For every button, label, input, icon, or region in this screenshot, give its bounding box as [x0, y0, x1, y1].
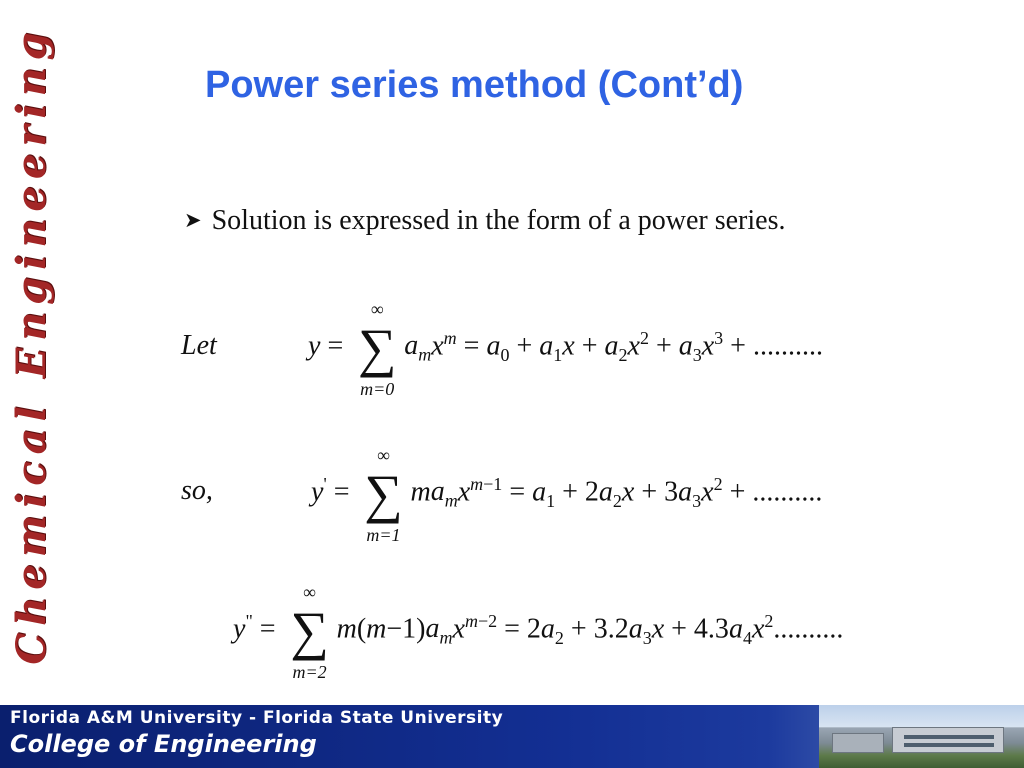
equation-3: y" = ∞ ∑ m=2 $m(m-1)a_mx^{m-2} = 2a_2 + 3.2a_3x + 4.3a_4x^2$.......... — [233, 582, 844, 682]
equation-1: y = ∞ ∑ m=0 $a_mx^m = a_0 + a_1x + a_2x^2 + a_3x^3$ + .......... — [308, 299, 823, 399]
footer-university: Florida A&M University - Florida State University — [10, 708, 504, 728]
building-shape-small — [832, 733, 884, 753]
building-windows-row — [904, 743, 994, 747]
summation-1: ∞ ∑ m=0 — [357, 299, 397, 399]
summation-2: ∞ ∑ m=1 — [364, 445, 403, 545]
bullet-text: Solution is expressed in the form of a power series. — [211, 205, 786, 236]
footer-banner — [0, 705, 1024, 768]
eq2-label: so, — [181, 475, 213, 506]
footer-college: College of Engineering — [10, 730, 317, 758]
bullet-point — [184, 205, 786, 237]
building-windows-row — [904, 735, 994, 739]
slide-title: Power series method (Cont’d) — [205, 64, 744, 106]
side-banner-text: Chemical Engineering — [8, 25, 55, 665]
equation-2: y' = ∞ ∑ m=1 $ma_mx^{m-1} = a_1 + 2a_2x + 3a_3x^2$ + .......... — [311, 445, 823, 545]
building-shape-large — [892, 727, 1004, 753]
arrow-bullet-icon: ➤ — [184, 208, 202, 232]
campus-building-image — [819, 705, 1024, 768]
summation-3: ∞ ∑ m=2 — [290, 582, 329, 682]
eq1-label: Let — [181, 330, 217, 361]
